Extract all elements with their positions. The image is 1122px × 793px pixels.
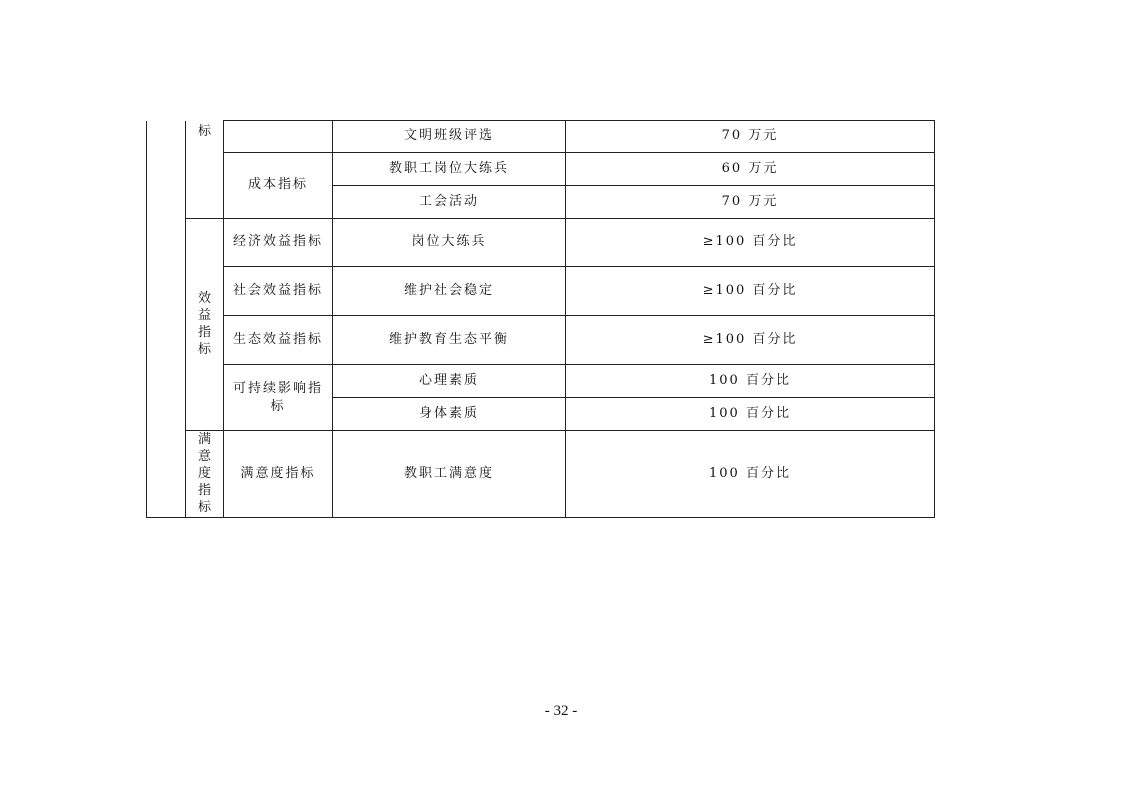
indicator-name-cell — [333, 121, 566, 153]
indicator-value: ≥100 百分比 — [702, 331, 798, 347]
table-row — [147, 267, 935, 316]
table-row — [147, 365, 935, 398]
indicator-name: 维护教育生态平衡 — [388, 331, 509, 347]
level3-indicator-label: 经济效益指标 — [232, 234, 323, 250]
indicator-name: 身体素质 — [418, 405, 479, 421]
level3-indicator-cell — [224, 121, 333, 153]
level3-indicator-cell — [224, 219, 333, 267]
indicator-value-cell — [566, 219, 935, 267]
level2-indicator-label: 满意度指标 — [197, 432, 211, 516]
level3-indicator-label: 可持续影响指标 — [232, 380, 323, 414]
indicator-value: 70 万元 — [721, 128, 779, 144]
indicator-value-cell — [566, 153, 935, 186]
indicator-name: 教职工满意度 — [403, 465, 494, 481]
indicator-name: 工会活动 — [418, 193, 479, 209]
indicator-value-cell — [566, 365, 935, 398]
indicator-name: 岗位大练兵 — [411, 234, 487, 250]
table-row — [147, 431, 935, 518]
indicator-name-cell — [333, 267, 566, 316]
indicator-name-cell — [333, 316, 566, 365]
indicator-name-cell — [333, 153, 566, 186]
level2-indicator-label: 标 — [197, 123, 211, 139]
performance-indicator-table — [146, 120, 935, 518]
indicator-value-cell — [566, 267, 935, 316]
level3-indicator-cell — [224, 267, 333, 316]
level3-indicator-cell — [224, 365, 333, 431]
indicator-value: 60 万元 — [721, 160, 779, 176]
indicator-value: ≥100 百分比 — [702, 234, 798, 250]
level2-indicator-cell — [186, 431, 224, 518]
indicator-name-cell — [333, 365, 566, 398]
indicator-value-cell — [566, 431, 935, 518]
level2-indicator-label: 效益指标 — [197, 291, 211, 358]
indicator-value: 100 百分比 — [709, 372, 791, 388]
indicator-name: 教职工岗位大练兵 — [388, 160, 509, 176]
indicator-value-cell — [566, 186, 935, 219]
level3-indicator-label: 社会效益指标 — [232, 282, 323, 298]
table-row — [147, 153, 935, 186]
page-number: - 32 - — [544, 703, 578, 719]
indicator-name-cell — [333, 398, 566, 431]
indicator-name: 心理素质 — [418, 372, 479, 388]
indicator-name-cell — [333, 186, 566, 219]
indicator-value: 100 百分比 — [709, 465, 791, 481]
table-row — [147, 219, 935, 267]
level3-indicator-cell — [224, 431, 333, 518]
level3-indicator-cell — [224, 153, 333, 219]
level1-indicator-cell — [147, 121, 186, 518]
indicator-value-cell — [566, 316, 935, 365]
level3-indicator-label: 生态效益指标 — [232, 331, 323, 347]
indicator-value-cell — [566, 121, 935, 153]
indicator-value: 100 百分比 — [709, 405, 791, 421]
level3-indicator-label: 满意度指标 — [240, 465, 316, 481]
indicator-name-cell — [333, 219, 566, 267]
level2-indicator-cell — [186, 219, 224, 431]
level3-indicator-label: 成本指标 — [247, 177, 308, 193]
indicator-name: 维护社会稳定 — [403, 282, 494, 298]
indicator-value: ≥100 百分比 — [702, 282, 798, 298]
level2-indicator-cell — [186, 121, 224, 219]
table-row — [147, 316, 935, 365]
indicator-name-cell — [333, 431, 566, 518]
level3-indicator-cell — [224, 316, 333, 365]
indicator-value-cell — [566, 398, 935, 431]
indicator-name: 文明班级评选 — [403, 128, 494, 144]
indicator-value: 70 万元 — [721, 193, 779, 209]
table-row — [147, 121, 935, 153]
